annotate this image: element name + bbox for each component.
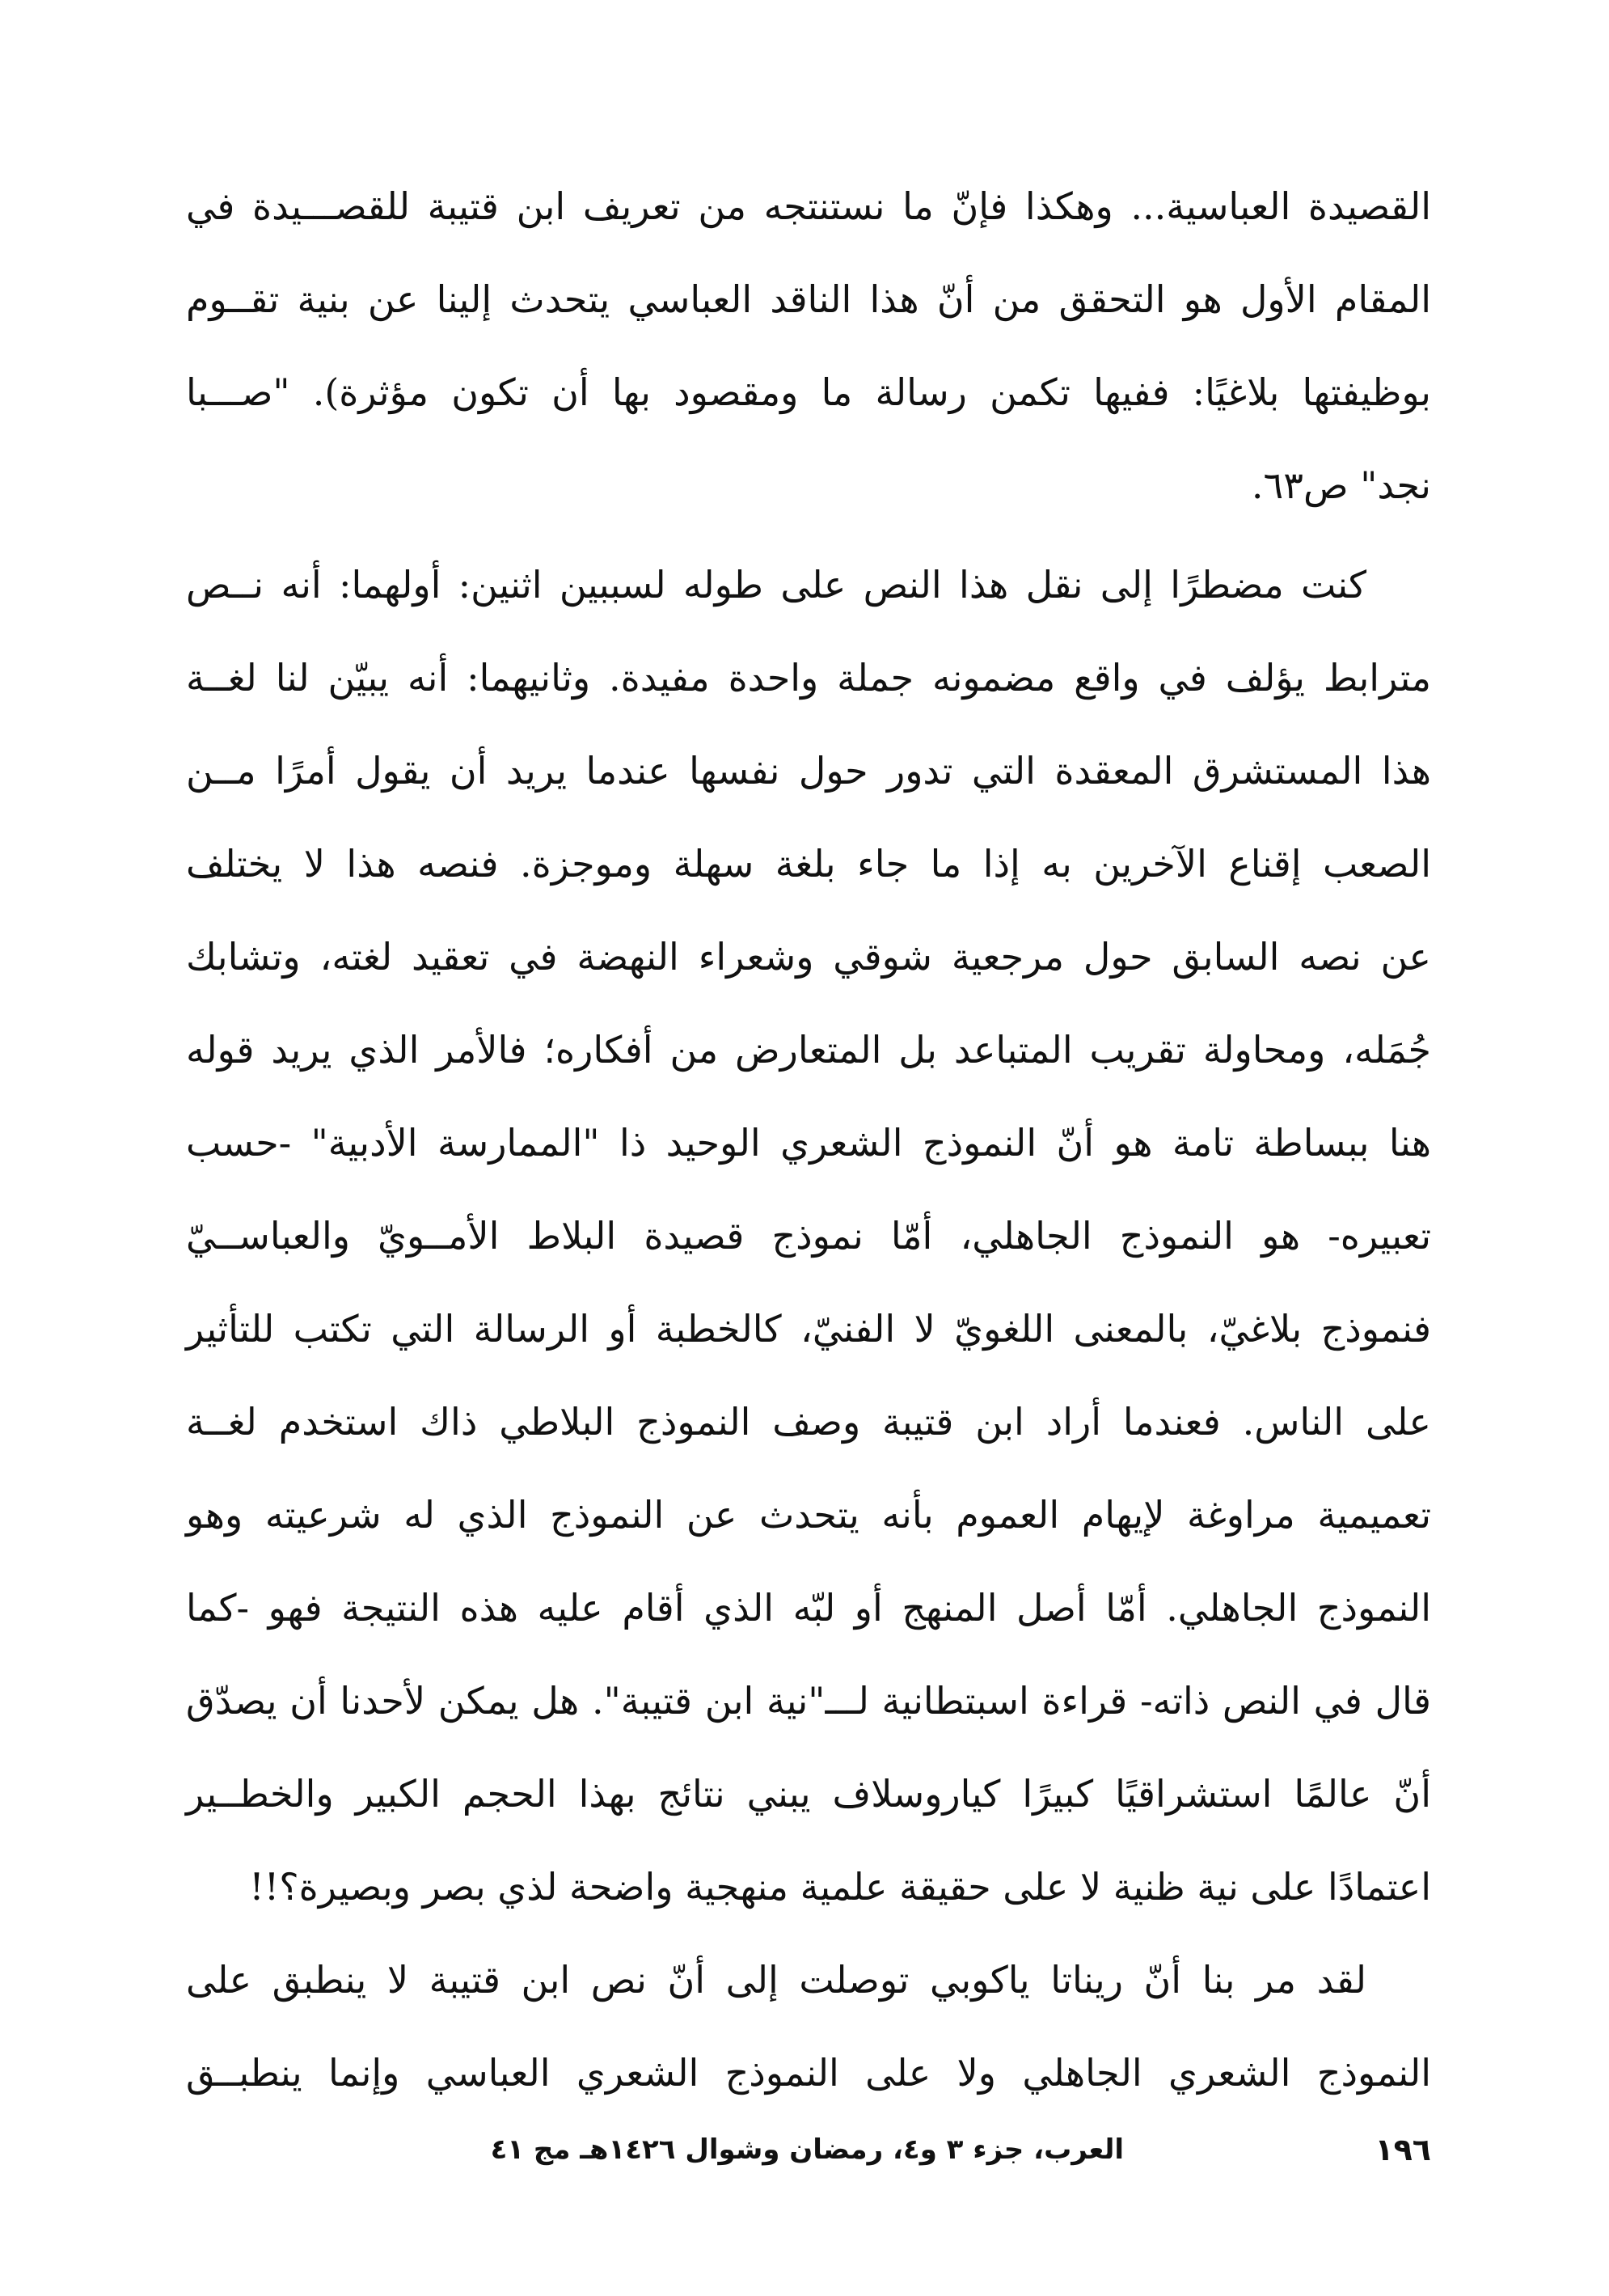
text-line: لقد مر بنا أنّ ريناتا ياكوبي توصلت إلى أنّ نص ابن قتيبة لا ينطبق على xyxy=(186,1958,1366,2002)
text-line: اعتمادًا على نية ظنية لا على حقيقة علمية منهجية واضحة لذي بصر وبصيرة؟!! xyxy=(249,1865,1431,1909)
text-line: مترابط يؤلف في واقع مضمونه جملة واحدة مفيدة. وثانيهما: أنه يبيّن لنا لغــة xyxy=(186,656,1431,700)
text-line: فنموذج بلاغيّ، بالمعنى اللغويّ لا الفنيّ، كالخطبة أو الرسالة التي تكتب للتأثير xyxy=(186,1307,1431,1351)
text-line: بوظيفتها بلاغيًا: ففيها تكمن رسالة ما ومقصود بها أن تكون مؤثرة). "صـــبا xyxy=(186,370,1431,414)
text-line: على الناس. فعندما أراد ابن قتيبة وصف النموذج البلاطي ذاك استخدم لغــة xyxy=(186,1400,1431,1444)
running-footer: العرب، جزء ٣ و٤، رمضان وشوال ١٤٢٦هـ مج ٤١ xyxy=(490,2133,1124,2166)
text-line: تعميمية مراوغة لإيهام العموم بأنه يتحدث عن النموذج الذي له شرعيته وهو xyxy=(186,1493,1431,1537)
text-line: النموذج الجاهلي. أمّا أصل المنهج أو لبّه الذي أقام عليه هذه النتيجة فهو -كما xyxy=(186,1586,1431,1630)
page-number: ١٩٦ xyxy=(1375,2132,1431,2167)
text-line: هنا ببساطة تامة هو أنّ النموذج الشعري الوحيد ذا "الممارسة الأدبية" -حسب xyxy=(186,1121,1431,1165)
text-line: كنت مضطرًا إلى نقل هذا النص على طوله لسببين اثنين: أولهما: أنه نــص xyxy=(186,563,1366,607)
text-line: قال في النص ذاته- قراءة اسبتطانية لـــ"نية ابن قتيبة". هل يمكن لأحدنا أن يصدّق xyxy=(186,1679,1431,1723)
text-line: نجد" ص٦٣. xyxy=(1251,463,1431,507)
body-text xyxy=(186,160,1431,2120)
text-line: عن نصه السابق حول مرجعية شوقي وشعراء النهضة في تعقيد لغته، وتشابك xyxy=(186,935,1431,979)
text-line: جُمَله، ومحاولة تقريب المتباعد بل المتعارض من أفكاره؛ فالأمر الذي يريد قوله xyxy=(186,1028,1431,1072)
page-footer xyxy=(186,2125,1431,2174)
text-line: المقام الأول هو التحقق من أنّ هذا الناقد العباسي يتحدث إلينا عن بنية تقــوم xyxy=(186,277,1431,321)
text-line: الصعب إقناع الآخرين به إذا ما جاء بلغة سهلة وموجزة. فنصه هذا لا يختلف xyxy=(186,842,1431,886)
text-line: أنّ عالمًا استشراقيًا كبيرًا كياروسلاف يبني نتائج بهذا الحجم الكبير والخطــير xyxy=(186,1772,1431,1816)
text-line: القصيدة العباسية... وهكذا فإنّ ما نستنتجه من تعريف ابن قتيبة للقصـــيدة في xyxy=(186,184,1431,228)
text-line: هذا المستشرق المعقدة التي تدور حول نفسها عندما يريد أن يقول أمرًا مــن xyxy=(186,749,1431,793)
text-line: تعبيره- هو النموذج الجاهلي، أمّا نموذج قصيدة البلاط الأمــويّ والعباســيّ xyxy=(186,1214,1431,1258)
text-line: النموذج الشعري الجاهلي ولا على النموذج الشعري العباسي وإنما ينطبــق xyxy=(186,2051,1431,2095)
paragraph-gap xyxy=(186,532,1431,539)
